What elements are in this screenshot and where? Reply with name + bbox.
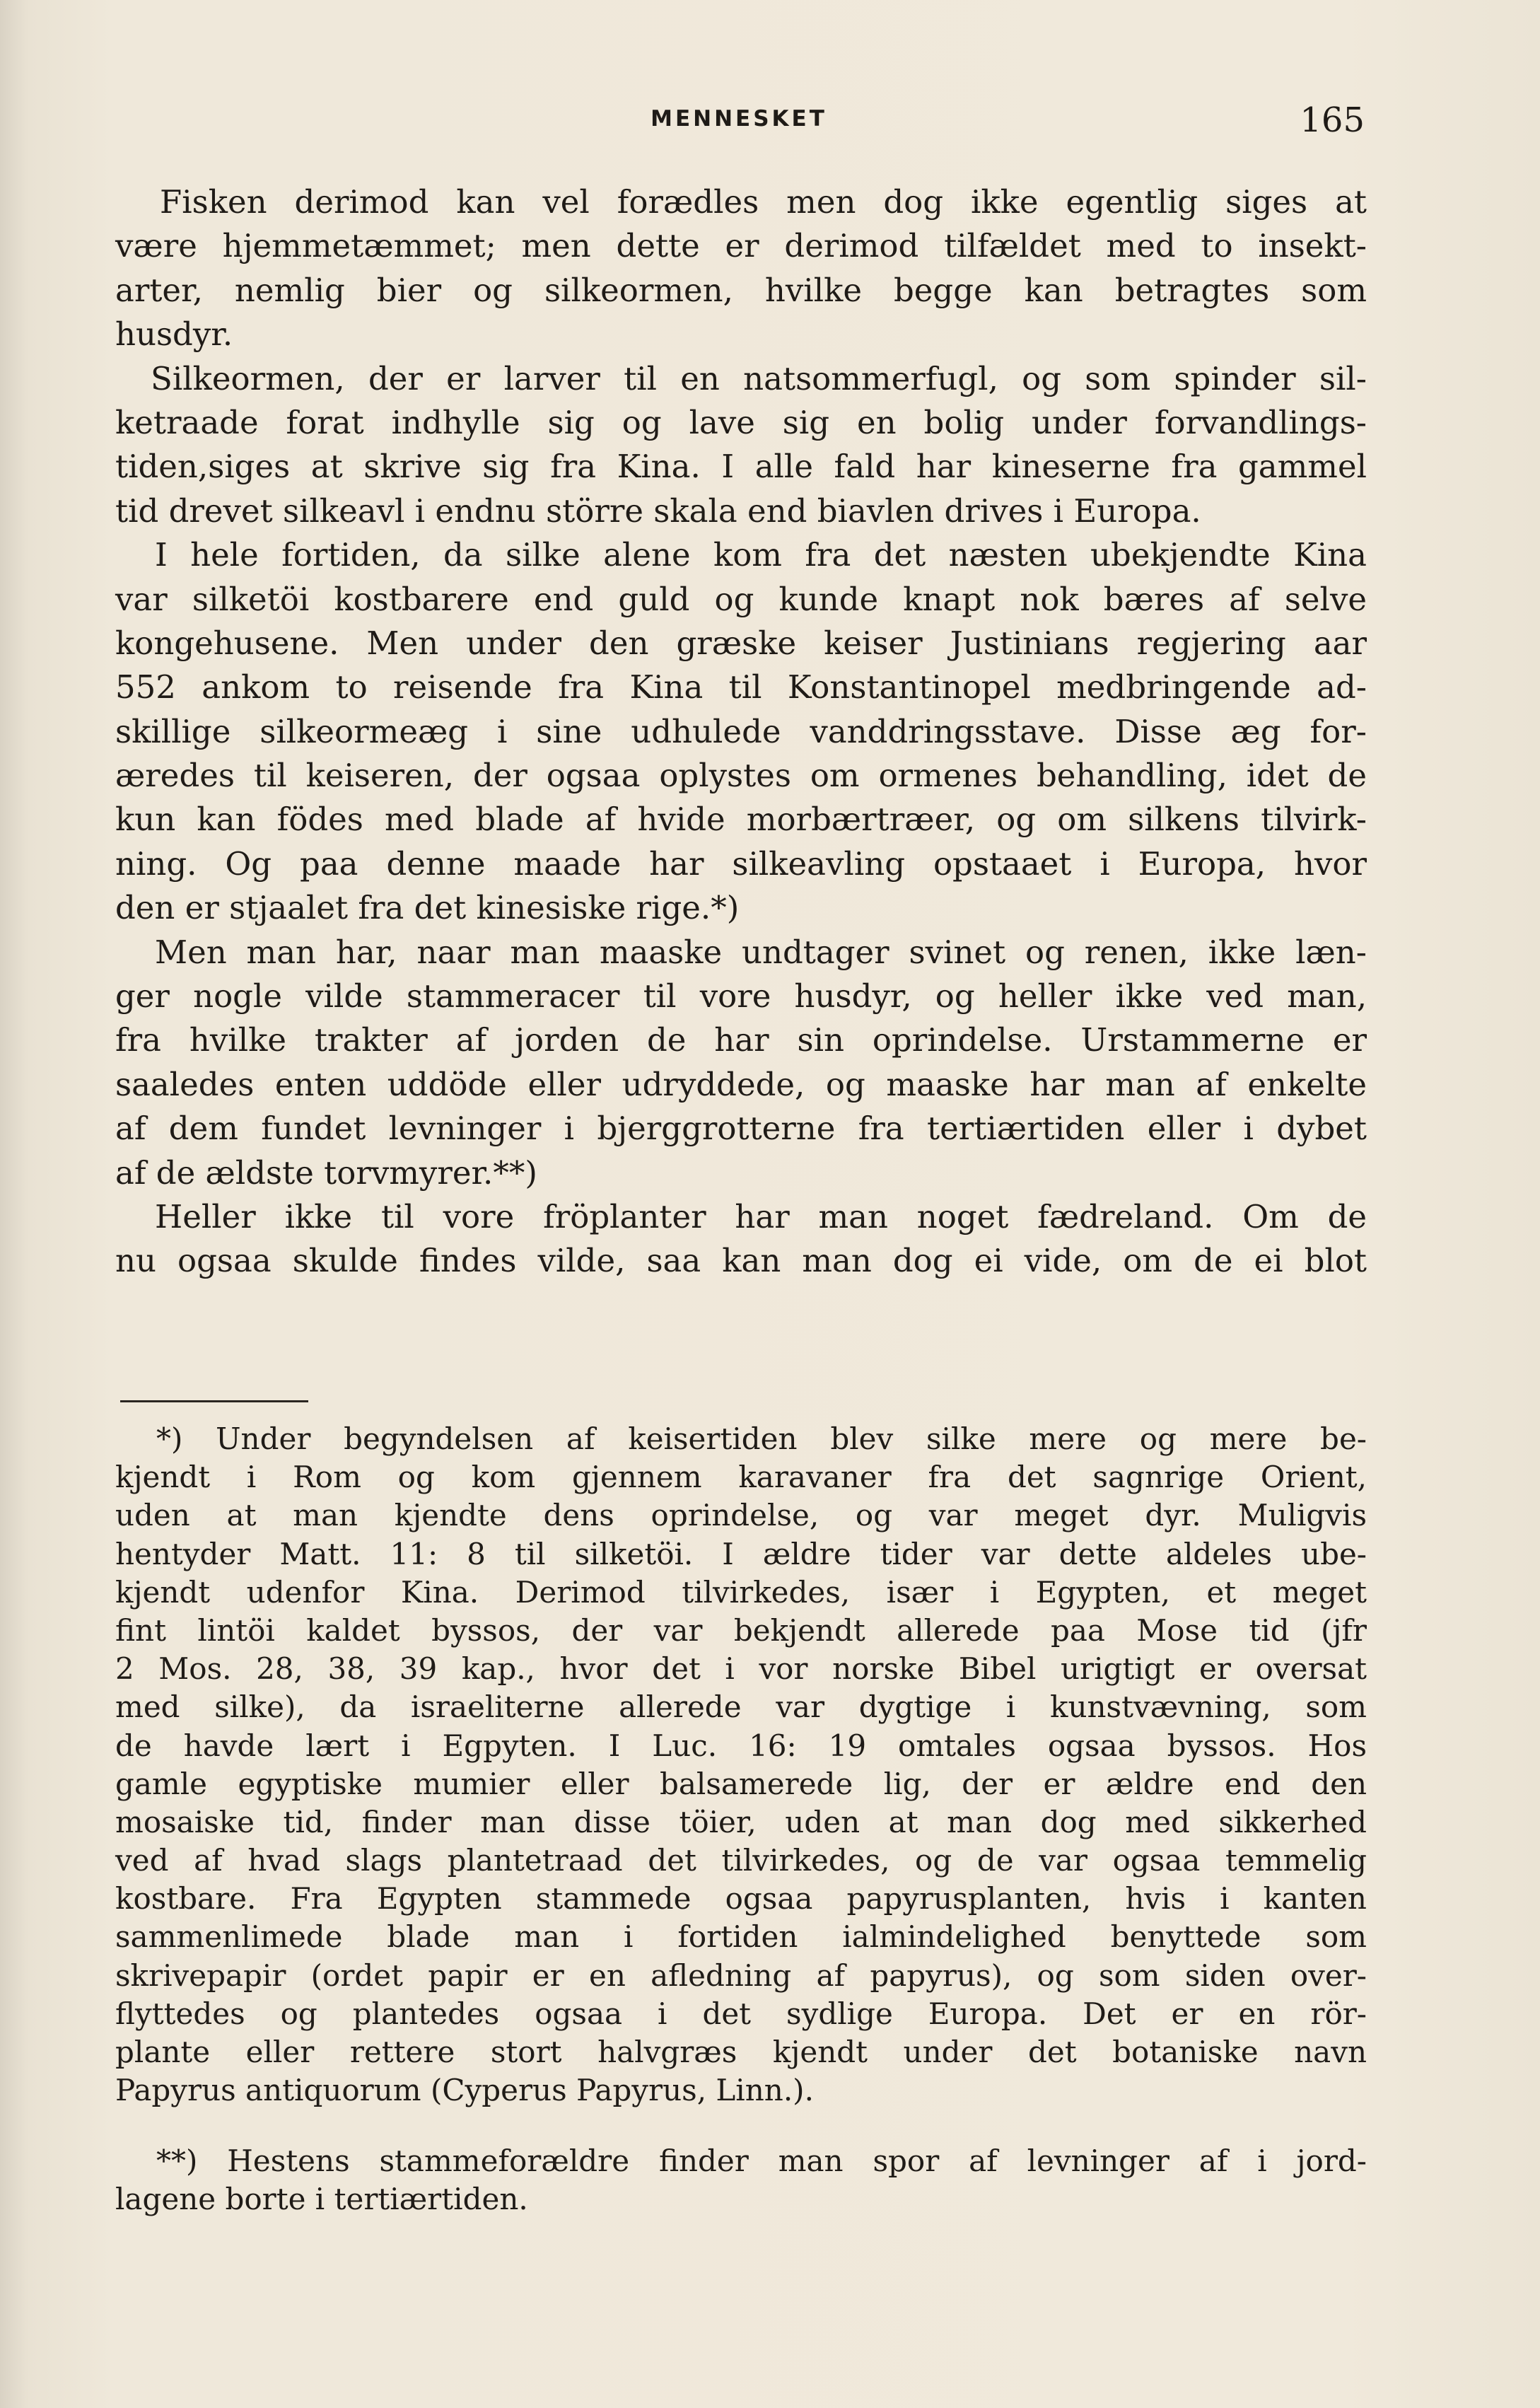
page-number: 165	[1300, 100, 1365, 140]
footnote-line: kjendt i Rom og kom gjennem karavaner fra det sagnrige Orient,	[115, 1460, 1367, 1495]
text-line: I hele fortiden, da silke alene kom fra det næsten ubekjendte Kina	[155, 536, 1367, 574]
text-line: var silketöi kostbarere end guld og kunde knapt nok bæres af selve	[115, 580, 1367, 618]
text-line: kongehusene. Men under den græske keiser Justinians regjering aar	[115, 624, 1367, 662]
text-line: tid drevet silkeavl i endnu större skala end biavlen drives i Europa.	[115, 492, 1201, 530]
footnote-line: uden at man kjendte dens oprindelse, og var meget dyr. Muligvis	[115, 1498, 1367, 1533]
text-line: af de ældste torvmyrer.**)	[115, 1153, 537, 1192]
text-line: nu ogsaa skulde findes vilde, saa kan man dog ei vide, om de ei blot	[115, 1242, 1367, 1280]
footnote-line: flyttedes og plantedes ogsaa i det sydlige Europa. Det er en rör-	[115, 1996, 1367, 2031]
text-line: ketraade forat indhylle sig og lave sig en bolig under forvandlings-	[115, 403, 1367, 441]
text-line: være hjemmetæmmet; men dette er derimod tilfældet med to insekt-	[115, 227, 1367, 265]
footnote-line: fint lintöi kaldet byssos, der var bekjendt allerede paa Mose tid (jfr	[115, 1612, 1367, 1648]
footnote-line: gamle egyptiske mumier eller balsamerede lig, der er ældre end den	[115, 1766, 1367, 1801]
footnote-line: kjendt udenfor Kina. Derimod tilvirkedes, især i Egypten, et meget	[115, 1574, 1367, 1610]
footnote-line: sammenlimede blade man i fortiden ialmindelighed benyttede som	[115, 1919, 1367, 1955]
text-line: af dem fundet levninger i bjerggrotterne fra tertiærtiden eller i dybet	[115, 1110, 1367, 1148]
text-line: ger nogle vilde stammeracer til vore husdyr, og heller ikke ved man,	[115, 977, 1367, 1016]
text-line: kun kan födes med blade af hvide morbærtræer, og om silkens tilvirk-	[115, 801, 1367, 839]
text-line: æredes til keiseren, der ogsaa oplystes om ormenes behandling, idet de	[115, 757, 1367, 795]
footnote-line: mosaiske tid, finder man disse töier, uden at man dog med sikkerhed	[115, 1804, 1367, 1839]
footnote-line: de havde lært i Egpyten. I Luc. 16: 19 omtales ogsaa byssos. Hos	[115, 1728, 1367, 1763]
text-line: arter, nemlig bier og silkeormen, hvilke begge kan betragtes som	[115, 271, 1367, 309]
footnote-2	[115, 2142, 1367, 2218]
footnote-line: med silke), da israeliterne allerede var dygtige i kunstvævning, som	[115, 1689, 1367, 1725]
footnote-line: ved af hvad slags plantetraad det tilvirkedes, og de var ogsaa temmelig	[115, 1843, 1367, 1878]
text-line: ning. Og paa denne maade har silkeavling opstaaet i Europa, hvor	[115, 844, 1367, 883]
footnote-divider	[120, 1400, 308, 1402]
text-line: Heller ikke til vore fröplanter har man noget fædreland. Om de	[155, 1197, 1367, 1235]
text-line: Men man har, naar man maaske undtager svinet og renen, ikke læn-	[155, 933, 1367, 971]
footnote-line: hentyder Matt. 11: 8 til silketöi. I ældre tider var dette aldeles ube-	[115, 1536, 1367, 1571]
text-line: husdyr.	[115, 315, 233, 354]
text-line: saaledes enten uddöde eller udryddede, og maaske har man af enkelte	[115, 1065, 1367, 1103]
text-line: den er stjaalet fra det kinesiske rige.*)	[115, 889, 740, 927]
footnote-line: 2 Mos. 28, 38, 39 kap., hvor det i vor norske Bibel urigtigt er oversat	[115, 1651, 1367, 1687]
footnote-line: lagene borte i tertiærtiden.	[115, 2182, 528, 2217]
text-line: Silkeormen, der er larver til en natsommerfugl, og som spinder sil-	[151, 359, 1367, 397]
running-head: MENNESKET	[651, 106, 827, 132]
footnote-line: *) Under begyndelsen af keisertiden blev silke mere og mere be-	[156, 1421, 1367, 1456]
footnote-1	[115, 1420, 1367, 2110]
text-line: Fisken derimod kan vel forædles men dog ikke egentlig siges at	[160, 183, 1367, 221]
page-header	[113, 100, 1365, 149]
text-line: 552 ankom to reisende fra Kina til Konstantinopel medbringende ad-	[115, 668, 1367, 706]
text-line: tiden,siges at skrive sig fra Kina. I alle fald har kineserne fra gammel	[115, 448, 1367, 486]
footnote-line: plante eller rettere stort halvgræs kjendt under det botaniske navn	[115, 2035, 1367, 2069]
text-line: fra hvilke trakter af jorden de har sin oprindelse. Urstammerne er	[115, 1021, 1367, 1059]
text-line: skillige silkeormeæg i sine udhulede vanddringsstave. Disse æg for-	[115, 712, 1367, 750]
footnote-line: **) Hestens stammeforældre finder man spor af levninger af i jord-	[156, 2144, 1367, 2178]
footnote-line: Papyrus antiquorum (Cyperus Papyrus, Linn.).	[115, 2073, 814, 2108]
footnote-line: kostbare. Fra Egypten stammede ogsaa papyrusplanten, hvis i kanten	[115, 1881, 1367, 1916]
footnote-line: skrivepapir (ordet papir er en afledning af papyrus), og som siden over-	[115, 1958, 1367, 1993]
main-text	[115, 180, 1367, 1284]
